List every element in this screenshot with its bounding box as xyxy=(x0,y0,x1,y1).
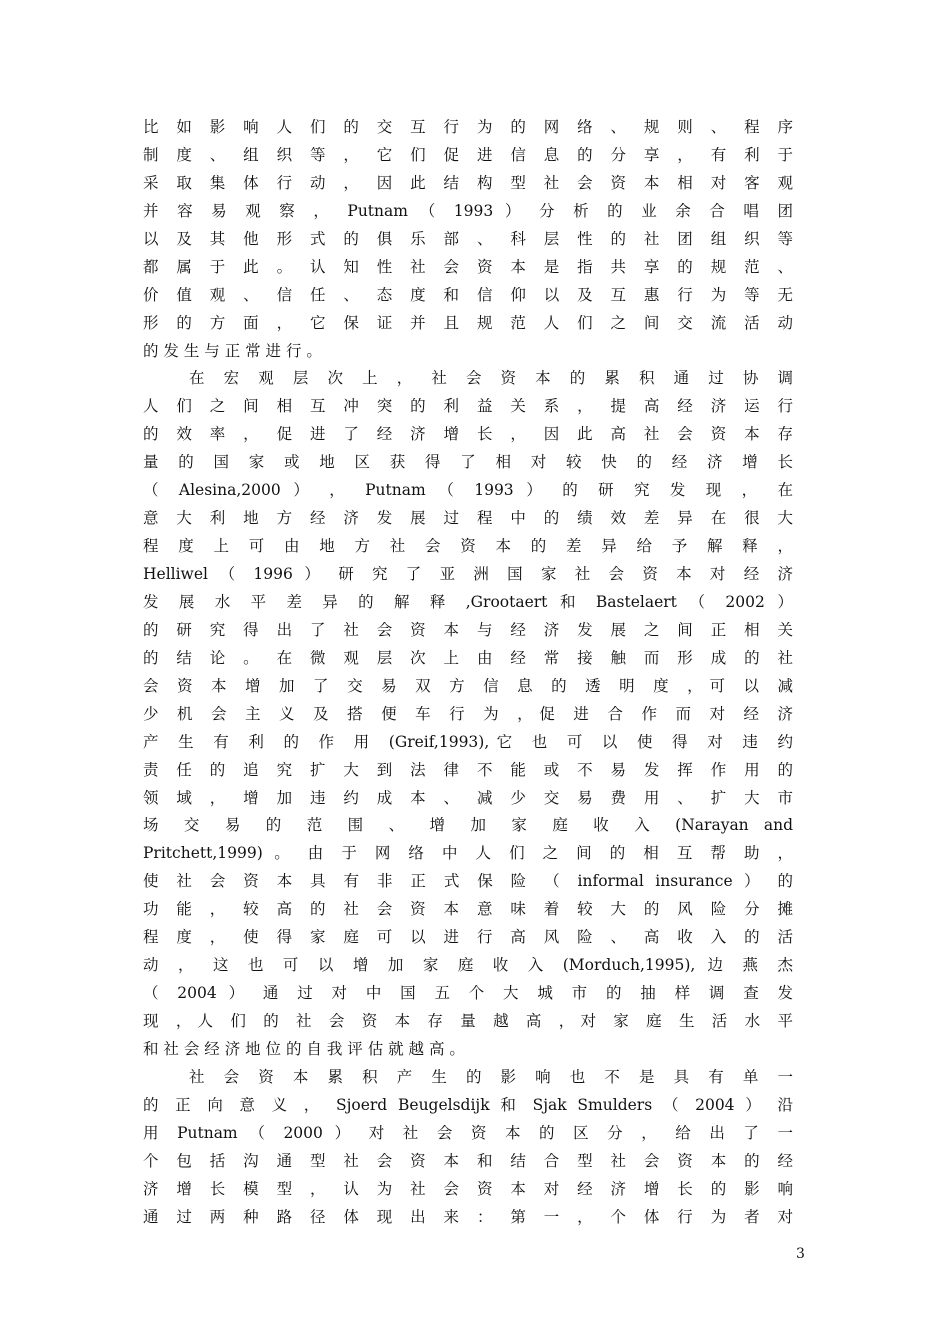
text-line: 形 的 方 面 ， 它 保 证 并 且 规 范 人 们 之 间 交 流 活 动 xyxy=(143,313,793,332)
text-line: 价 值 观 、 信 任 、 态 度 和 信 仰 以 及 互 惠 行 为 等 无 xyxy=(143,285,793,304)
text-line: 个 包 括 沟 通 型 社 会 资 本 和 结 合 型 社 会 资 本 的 经 xyxy=(143,1151,793,1170)
text-line: 人 们 之 间 相 互 冲 突 的 利 益 关 系 ， 提 高 经 济 运 行 xyxy=(143,397,793,416)
page-number: 3 xyxy=(796,1246,805,1262)
text-line: 现 ，人 们 的 社 会 资 本 存 量 越 高 ，对 家 庭 生 活 水 平 xyxy=(143,1012,793,1030)
text-line: （ 2004 ） 通 过 对 中 国 五 个 大 城 市 的 抽 样 调 查 发 xyxy=(143,984,793,1003)
text-line: 制 度 、 组 织 等 ， 它 们 促 进 信 息 的 分 享 ， 有 利 于 xyxy=(143,145,793,164)
text-line: Helliwel （ 1996 ） 研 究 了 亚 洲 国 家 社 会 资 本 对 经 济 xyxy=(143,565,793,583)
text-line: 采 取 集 体 行 动 ， 因 此 结 构 型 社 会 资 本 相 对 客 观 xyxy=(143,173,793,192)
text-line: 的 研 究 得 出 了 社 会 资 本 与 经 济 发 展 之 间 正 相 关 xyxy=(143,620,793,639)
text-line: 的 结 论 。 在 微 观 层 次 上 由 经 常 接 触 而 形 成 的 社 xyxy=(143,648,793,667)
text-line: 会 资 本 增 加 了 交 易 双 方 信 息 的 透 明 度 ，可 以 减 xyxy=(143,676,794,695)
body-text xyxy=(143,114,793,1232)
text-line: 比 如 影 响 人 们 的 交 互 行 为 的 网 络 、 规 则 、 程 序 xyxy=(143,118,793,136)
text-line: 以 及 其 他 形 式 的 俱 乐 部 、 科 层 性 的 社 团 组 织 等 xyxy=(143,229,793,248)
text-line: （ Alesina,2000 ） ， Putnam （ 1993 ） 的 研 究 发 现 ， 在 xyxy=(143,481,793,500)
paragraph-1 xyxy=(143,114,793,365)
text-line: 的 正 向 意 义 ， Sjoerd Beugelsdijk 和 Sjak Smulders （ 2004 ） 沿 xyxy=(143,1095,793,1114)
text-line: 的 发 生 与 正 常 进 行 。 xyxy=(143,341,322,360)
text-line: 产 生 有 利 的 作 用 (Greif,1993),它 也 可 以 使 得 对 违 约 xyxy=(143,732,793,751)
text-line: 济 增 长 模 型 ， 认 为 社 会 资 本 对 经 济 增 长 的 影 响 xyxy=(143,1179,793,1198)
text-line: 程 度 ， 使 得 家 庭 可 以 进 行 高 风 险 、 高 收 入 的 活 xyxy=(143,928,793,947)
text-line: 用 Putnam （ 2000 ） 对 社 会 资 本 的 区 分 ， 给 出 了 一 xyxy=(143,1123,793,1142)
text-line: 发 展 水 平 差 异 的 解 释 ,Grootaert 和 Bastelaert （ 2002 ） xyxy=(143,592,793,611)
text-line: 和 社 会 经 济 地 位 的 自 我 评 估 就 越 高 。 xyxy=(143,1039,465,1058)
text-line: 都 属 于 此 。 认 知 性 社 会 资 本 是 指 共 享 的 规 范 、 xyxy=(143,257,793,276)
text-line: 功 能 ， 较 高 的 社 会 资 本 意 味 着 较 大 的 风 险 分 摊 xyxy=(143,900,793,919)
paragraph-2 xyxy=(143,365,793,1063)
text-line: 通 过 两 种 路 径 体 现 出 来 ： 第 一 ， 个 体 行 为 者 对 xyxy=(143,1207,793,1226)
text-line: 场 交 易 的 范 围 、 增 加 家 庭 收 入 (Narayan and xyxy=(143,816,793,835)
text-line: 程 度 上 可 由 地 方 社 会 资 本 的 差 异 给 予 解 释 ， xyxy=(143,537,794,556)
text-line: 责 任 的 追 究 扩 大 到 法 律 不 能 或 不 易 发 挥 作 用 的 xyxy=(143,760,793,779)
text-line: 量 的 国 家 或 地 区 获 得 了 相 对 较 快 的 经 济 增 长 xyxy=(143,453,794,472)
text-line: 动 ， 这 也 可 以 增 加 家 庭 收 入 (Morduch,1995), 边 燕 杰 xyxy=(143,956,793,975)
text-line: 少 机 会 主 义 及 搭 便 车 行 为 ，促 进 合 作 而 对 经 济 xyxy=(143,704,794,723)
text-line: 使 社 会 资 本 具 有 非 正 式 保 险 （ informal insurance ） 的 xyxy=(143,872,793,891)
text-line: 并 容 易 观 察 ， Putnam （ 1993 ） 分 析 的 业 余 合 唱 团 xyxy=(143,201,793,220)
text-line: 意 大 利 地 方 经 济 发 展 过 程 中 的 绩 效 差 异 在 很 大 xyxy=(143,509,793,528)
text-line: 在 宏 观 层 次 上 ， 社 会 资 本 的 累 积 通 过 协 调 xyxy=(189,369,793,388)
paragraph-3 xyxy=(143,1064,793,1232)
text-line: 领 域 ， 增 加 违 约 成 本 、 减 少 交 易 费 用 、 扩 大 市 xyxy=(143,788,793,807)
text-line: 的 效 率 ， 促 进 了 经 济 增 长 ， 因 此 高 社 会 资 本 存 xyxy=(143,425,793,444)
text-line: Pritchett,1999) 。 由 于 网 络 中 人 们 之 间 的 相 互 帮 助 ， xyxy=(143,844,793,863)
text-line: 社 会 资 本 累 积 产 生 的 影 响 也 不 是 具 有 单 一 xyxy=(189,1067,793,1086)
